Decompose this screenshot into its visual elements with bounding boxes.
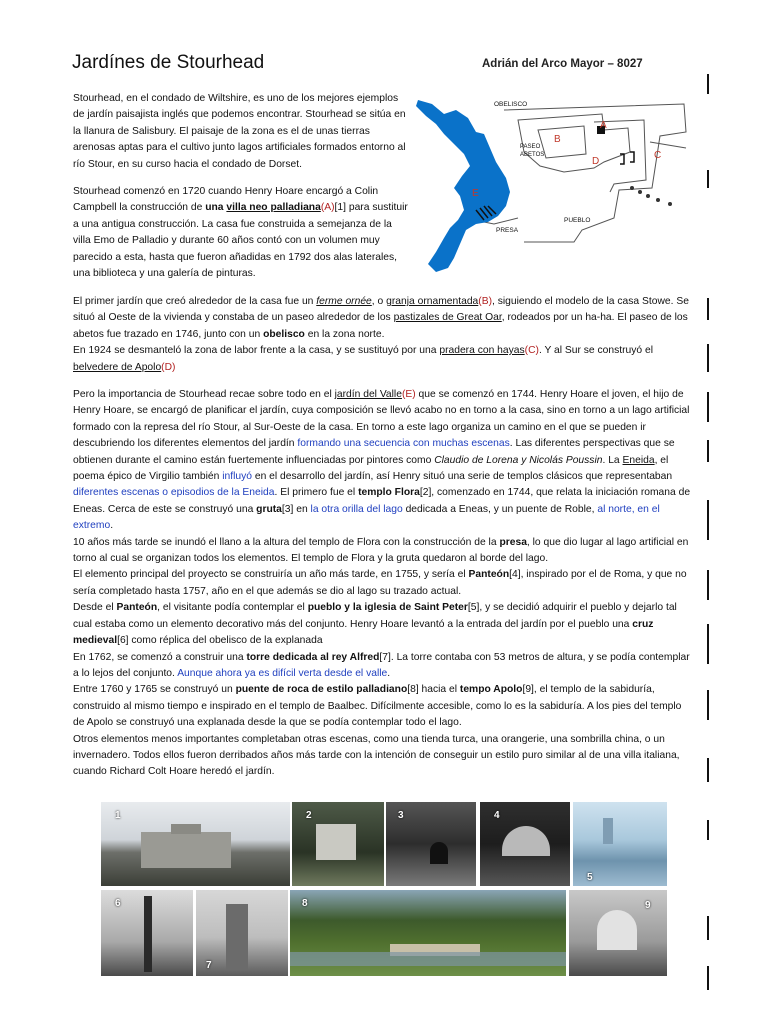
- map-label-pueblo: PUEBLO: [564, 217, 591, 224]
- text-run: puente de roca de estilo palladiano: [235, 684, 408, 696]
- margin-bar: [707, 344, 709, 372]
- text-run: templo Flora: [358, 487, 420, 499]
- ref-letter: (C): [524, 345, 539, 357]
- text-run: dedicada a Eneas, y un puente de Roble,: [402, 503, 598, 515]
- margin-bar: [707, 690, 709, 720]
- text-run: Stourhead comenzó en 1720 cuando Henry Hoare encargó a Colin Campbell la construcción de: [73, 186, 379, 214]
- text-run: Otros elementos menos importantes completaban otras escenas, como una tienda turca, una orangerie, una sombrilla china, o un invernadero. Todos ellos fueron derribados años más tarde con la intención de conseguir un estilo puro similar al de una villa italiana, cuando Richard Colt Hoare heredó el jardín.: [73, 733, 680, 778]
- margin-bar: [707, 624, 709, 664]
- map-field-outline: [518, 114, 630, 172]
- text-run: Eneida: [622, 454, 655, 466]
- text-run: .: [110, 520, 114, 532]
- text-run: belvedere de Apolo: [73, 361, 162, 373]
- text-run: [6] como réplica del obelisco de la explanada: [117, 635, 323, 647]
- text-run: [7]. La torre contaba con 53 metros de altura, y se podía contemplar a lo lejos del conjunto.: [73, 651, 690, 679]
- highlight-text: al norte, en el extremo: [73, 503, 660, 532]
- text-run: obelisco: [263, 328, 305, 340]
- text-run: . La: [602, 454, 623, 466]
- text-run: El elemento principal del proyecto se construiría un año más tarde, en 1755, y sería el: [73, 569, 469, 581]
- villa-link-text: villa neo palladiana: [226, 202, 321, 214]
- text-run: granja ornamentada: [386, 296, 479, 307]
- text-run: pradera con hayas: [439, 345, 525, 357]
- map-label-obelisco: OBELISCO: [494, 101, 528, 108]
- map-road-outline: [504, 104, 686, 242]
- photo-flora-temple: [292, 802, 384, 886]
- map-label-abetos: ABETOS: [520, 152, 545, 158]
- margin-bar: [707, 500, 709, 540]
- text-run: [8] hacia el: [407, 684, 460, 696]
- text-run: en la zona norte.: [304, 328, 385, 340]
- map-label-presa: PRESA: [496, 227, 519, 234]
- highlight-text: Aunque ahora ya es difícil verta desde el valle: [177, 667, 388, 679]
- text-run: El primer jardín que creó alrededor de la casa fue un: [73, 296, 317, 307]
- text-run: , lo que dio lugar al lago artificial en torno al cual se organizan todos los elementos. El templo de Flora y la gruta quedaron al borde del lago.: [73, 536, 689, 565]
- section3-paragraph: [73, 387, 695, 781]
- photo-alfred-tower: [196, 890, 288, 976]
- text-run: [3] en: [281, 503, 311, 515]
- photo-number: 8: [302, 898, 308, 909]
- text-run: [2], comenzado en 1744, que relata la iniciación romana de Eneas. Cerca de este se construyó una: [73, 487, 691, 515]
- highlight-text: diferentes escenas o episodios de la Eneida: [73, 487, 275, 499]
- margin-bar: [707, 820, 709, 840]
- photo-number: 1: [115, 810, 121, 821]
- photo-cross: [101, 890, 193, 976]
- photo-apollo-temple: [569, 890, 667, 976]
- intro-text-1: Stourhead, en el condado de Wiltshire, es uno de los mejores ejemplos de jardín paisajista inglés que podemos encontrar. Stourhead se sitúa en la llanura de Salisbury. El paisaje de la zona es el de unas tierras arenosas aptas para el cultivo junto lagos artificiales formados entorno al río Stour, en su curso hacia el condado de Dorset.: [73, 93, 406, 170]
- text-run: pastizales de Great Oar: [393, 312, 502, 324]
- map-letter-a: A: [600, 120, 607, 131]
- text-run: torre dedicada al rey Alfred: [246, 651, 380, 663]
- margin-bar: [707, 298, 709, 320]
- photo-church: [573, 802, 667, 886]
- margin-bar: [707, 392, 709, 422]
- margin-bar: [707, 74, 709, 94]
- map-letter-c: C: [654, 150, 662, 161]
- garden-map: [414, 92, 690, 274]
- text-run: presa: [499, 536, 527, 548]
- photo-number: 7: [206, 960, 212, 971]
- map-letter-e: E: [472, 188, 479, 199]
- belvedere-marker: [630, 152, 634, 162]
- text-run: [1] para sustituir a una antigua construcción. La casa fue construida a semejanza de la villa Emo de Palladio y durante 60 años contó con un volumen muy parecido a esta, hasta que fueron añadidas en 1792 dos alas laterales, una biblioteca y una galería de pinturas.: [73, 202, 408, 280]
- map-label-paseo: PASEO: [520, 144, 541, 150]
- text-run: , el visitante podía contemplar el: [157, 602, 308, 614]
- text-run: Pero la importancia de Stourhead recae sobre todo en el: [73, 389, 335, 400]
- photo-number: 4: [494, 810, 500, 821]
- photo-number: 9: [645, 900, 651, 911]
- text-run: una: [205, 202, 227, 214]
- text-run: pueblo y la iglesia de Saint Peter: [307, 602, 468, 614]
- map-letter-b: B: [554, 134, 561, 145]
- intro-paragraph-2: [73, 184, 409, 282]
- text-run: , o: [371, 296, 387, 307]
- text-run: en el desarrollo del jardín, así Henry situó una serie de templos clásicos que representaban: [251, 471, 673, 483]
- text-run: gruta: [256, 503, 282, 515]
- text-run: jardín del Valle: [334, 389, 402, 400]
- photo-number: 3: [398, 810, 404, 821]
- text-run: Panteón: [116, 602, 158, 614]
- margin-bar: [707, 758, 709, 782]
- margin-bar: [707, 966, 709, 990]
- photo-number: 5: [587, 872, 593, 883]
- text-run: cruz medieval: [73, 618, 654, 647]
- highlight-text: influyó: [222, 471, 252, 483]
- text-run: Claudio de Lorena y Nicolás Poussin: [434, 454, 603, 466]
- margin-bar: [707, 916, 709, 940]
- text-run: que se comenzó en 1744. Henry Hoare el joven, el hijo de Henry Hoare, se encargó de planificar el jardín, cuya composición se llevó acabo no en torno a la casa, sino en torno a un lago artificial formado con la represa del río Stour, al Sur-Oeste de la casa. En torno a este lago organiza un camino en el que se pueden ir descubriendo los diferentes elementos del jardín: [73, 389, 690, 450]
- text-run: Entre 1760 y 1765 se construyó un: [73, 684, 236, 696]
- ref-letter: (D): [161, 361, 176, 373]
- section2-paragraph: [73, 294, 695, 376]
- page-title: Jardínes de Stourhead: [72, 52, 265, 73]
- map-field-inner: [538, 126, 586, 158]
- ref-letter: (B): [478, 296, 493, 307]
- text-run: [5], y se decidió adquirir el pueblo y dejarlo tal cual estaba como un elemento decorativo más del conjunto. Henry Hoare levantó a la entrada del jardín por el pueblo una: [73, 602, 677, 630]
- text-run: En 1762, se comenzó a construir una: [73, 651, 247, 663]
- text-run: . Las diferentes perspectivas que se obtienen durante el camino están fuertemente influenciadas por pintores como: [73, 438, 675, 466]
- text-run: tempo Apolo: [459, 684, 523, 696]
- text-run: .: [387, 667, 391, 679]
- text-run: , el poema épico de Virgilio también: [73, 454, 669, 483]
- text-run: . El primero fue el: [274, 487, 359, 499]
- highlight-text: formando una secuencia con muchas escenas: [297, 438, 510, 450]
- text-run: , siguiendo el modelo de la casa Stowe. Se situó al Oeste de la vivienda y constaba de un paseo alrededor de los: [73, 296, 689, 324]
- margin-bar: [707, 170, 709, 188]
- lake-shape: [416, 100, 510, 272]
- highlight-text: la otra orilla del lago: [310, 503, 403, 515]
- text-run: [4], inspirado por el de Roma, y que no sería completado hasta 1757, año en el que además se dio al lago su trazado actual.: [73, 569, 687, 597]
- map-letter-d: D: [592, 156, 600, 167]
- ref-letter: (E): [401, 389, 416, 400]
- photo-house: [101, 802, 290, 886]
- text-run: [9], el templo de la sabiduría, construido al mismo tiempo e inspirado en el templo de Baalbec. Difícilmente accesible, como lo es la sabiduría. A los pies del templo de Apolo se construyó una explanada desde la que se podía contemplar todo el lago.: [73, 684, 682, 729]
- author-line: Adrián del Arco Mayor – 8027: [482, 58, 643, 70]
- text-run: Panteón: [468, 569, 510, 581]
- text-run: , rodeados por un ha-ha. El paseo de los abetos fue trazado en 1746, junto con un: [73, 312, 688, 340]
- text-run: . Y al Sur se construyó el: [538, 345, 654, 357]
- photo-number: 6: [115, 898, 121, 909]
- ref-letter: (A): [320, 202, 335, 214]
- photo-number: 2: [306, 810, 312, 821]
- map-road: [650, 142, 686, 148]
- text-run: En 1924 se desmanteló la zona de labor frente a la casa, y se sustituyó por una: [73, 345, 440, 357]
- photo-palladian-bridge: [290, 890, 566, 976]
- photo-pantheon: [480, 802, 570, 886]
- photo-grotto: [386, 802, 476, 886]
- text-run: 10 años más tarde se inundó el llano a la altura del templo de Flora con la construcción de la: [73, 536, 500, 548]
- text-run: ferme ornée: [316, 296, 372, 307]
- margin-bar: [707, 570, 709, 600]
- margin-bar: [707, 440, 709, 462]
- text-run: Desde el: [73, 602, 117, 614]
- intro-paragraph-1: [73, 91, 409, 173]
